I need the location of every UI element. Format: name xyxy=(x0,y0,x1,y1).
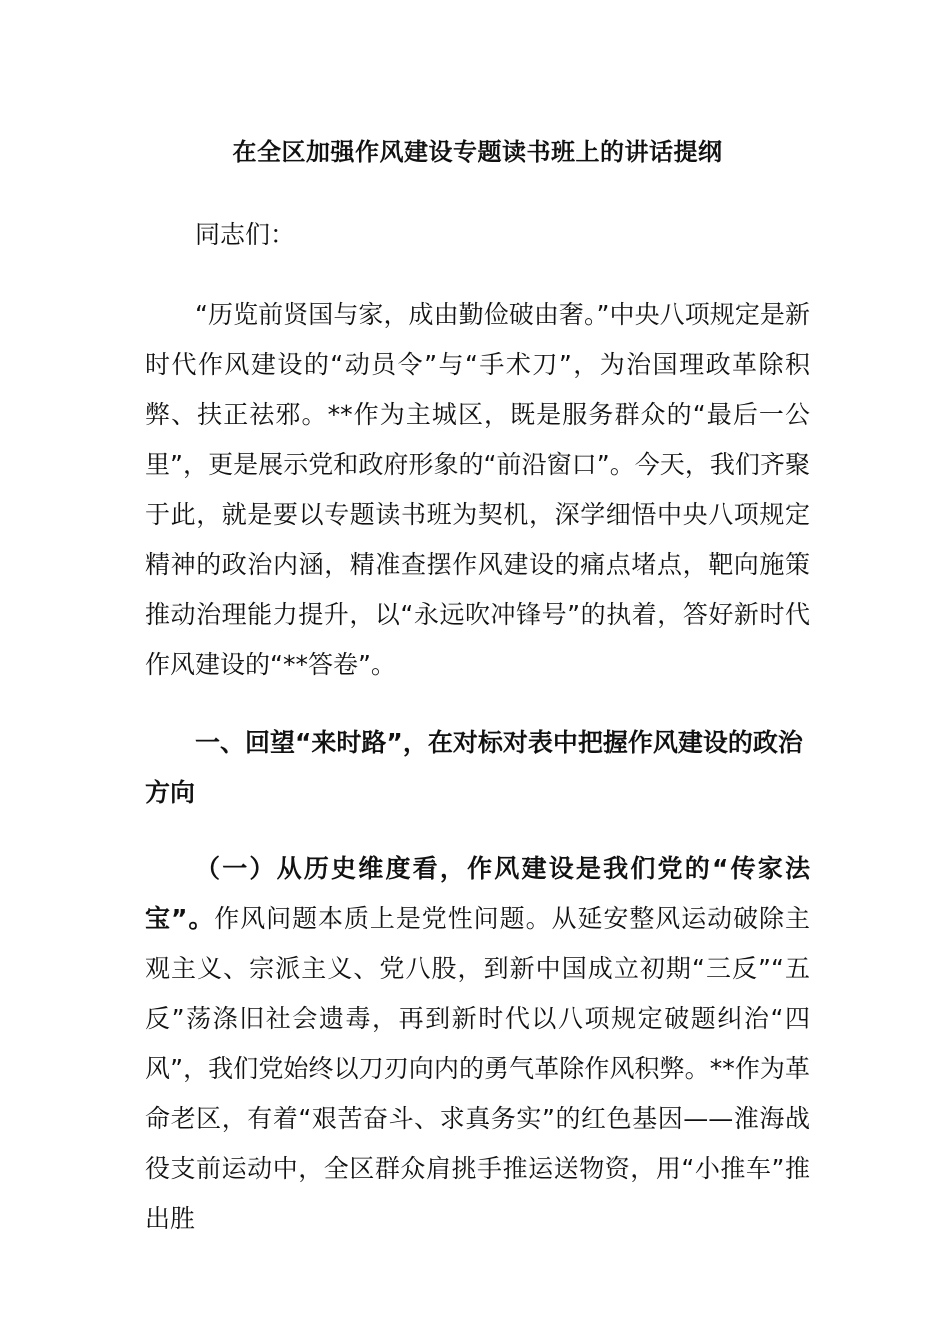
subsection-lead-1: （一）从历史维度看，作风建设是我们党的“传家法宝”。 xyxy=(145,854,810,933)
document-body xyxy=(145,128,810,1244)
section-heading-1: 一、回望“来时路”，在对标对表中把握作风建设的政治方向 xyxy=(145,728,803,807)
salutation: 同志们： xyxy=(195,220,296,249)
intro-paragraph: “历览前贤国与家，成由勤俭破由奢。”中央八项规定是新时代作风建设的“动员令”与“手术刀”，为治国理政革除积弊、扶正祛邪。**作为主城区，既是服务群众的“最后一公里”，更是展示党和政府形象的“前沿窗口”。今天，我们齐聚于此，就是要以专题读书班为契机，深学细悟中央八项规定精神的政治内涵，精准查摆作风建设的痛点堵点，靶向施策推动治理能力提升，以“永远吹冲锋号”的执着，答好新时代作风建设的“**答卷”。 xyxy=(145,300,810,679)
subsection-paragraph-1 xyxy=(145,844,810,1244)
document-title: 在全区加强作风建设专题读书班上的讲话提纲 xyxy=(232,138,723,166)
subsection-body-1: 作风问题本质上是党性问题。从延安整风运动破除主观主义、宗派主义、党八股，到新中国成立初期“三反”“五反”荡涤旧社会遗毒，再到新时代以八项规定破题纠治“四风”，我们党始终以刀刃向内的勇气革除作风积弊。**作为革命老区，有着“艰苦奋斗、求真务实”的红色基因——淮海战役支前运动中，全区群众肩挑手推运送物资，用“小推车”推出胜 xyxy=(145,904,810,1233)
